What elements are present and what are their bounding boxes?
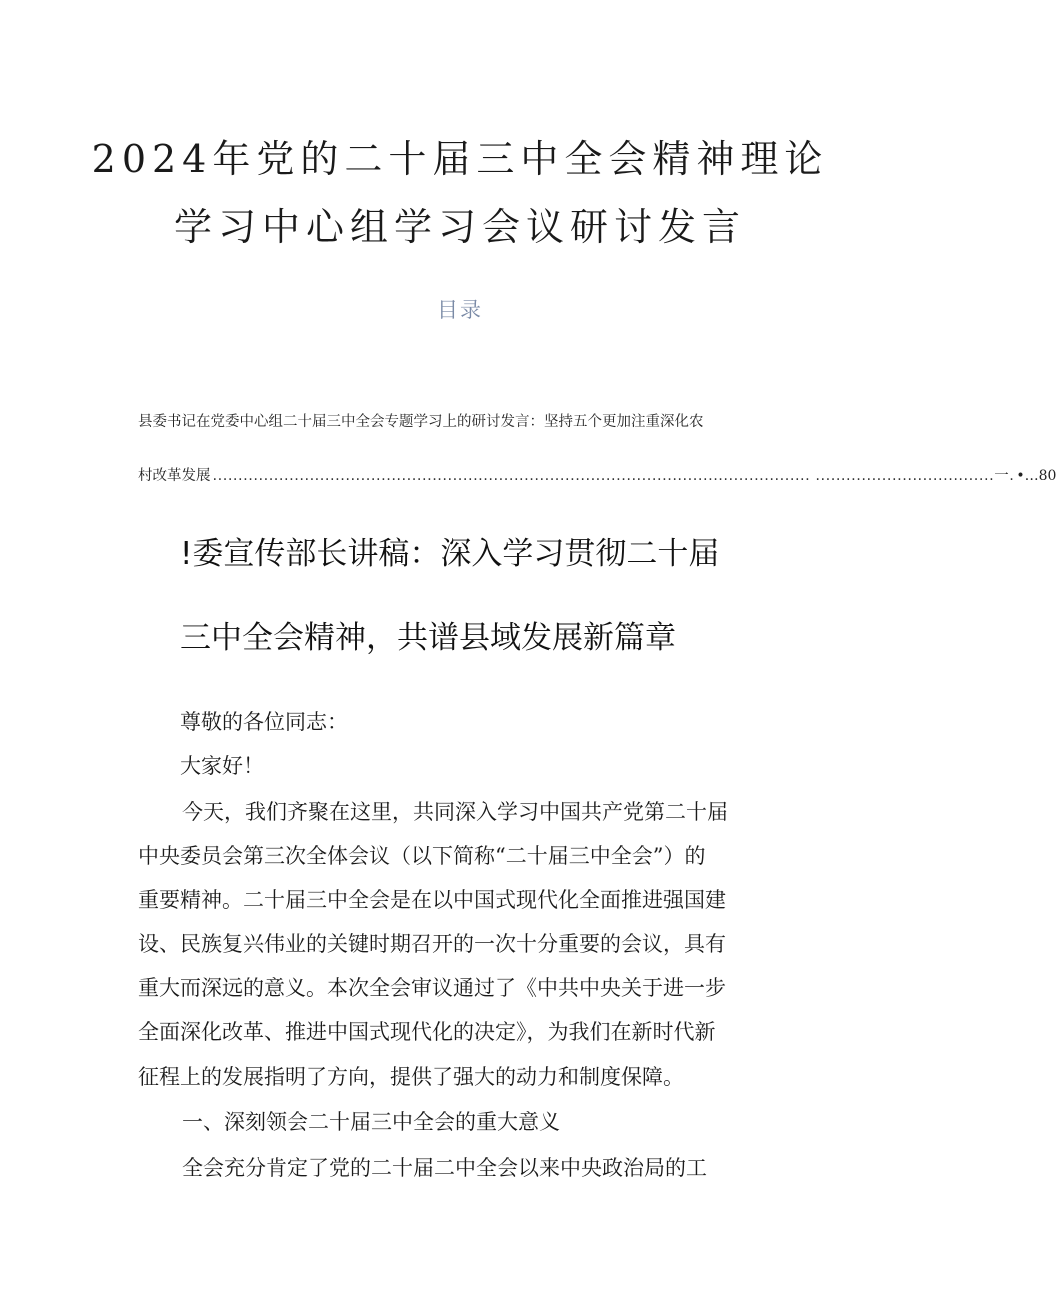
toc-entry-line-2[interactable]	[138, 464, 1056, 485]
body-greeting: 大家好！	[180, 754, 264, 778]
body-paragraph-line: 重要精神。二十届三中全会是在以中国式现代化全面推进强国建	[138, 888, 726, 912]
body-salutation: 尊敬的各位同志：	[180, 710, 348, 734]
body-paragraph-line: 重大而深远的意义。本次全会审议通过了《中共中央关于进一步	[138, 976, 726, 1000]
section-title-line-2: 三中全会精神，共谱县域发展新篇章	[180, 620, 676, 656]
document-title-line-2: 学习中心组学习会议研讨发言	[173, 205, 746, 249]
body-paragraph-line: 设、民族复兴伟业的关键时期召开的一次十分重要的会议，具有	[138, 932, 726, 956]
body-paragraph-line: 今天，我们齐聚在这里，共同深入学习中国共产党第二十届	[182, 800, 728, 824]
toc-leader-dots: ..................................................................................................................... ...................................一.	[212, 468, 1015, 484]
document-title-line-1: 2024年党的二十届三中全会精神理论	[91, 137, 829, 181]
body-paragraph-line: 征程上的发展指明了方向，提供了强大的动力和制度保障。	[138, 1065, 684, 1089]
body-paragraph-line: 全面深化改革、推进中国式现代化的决定》，为我们在新时代新	[138, 1020, 716, 1044]
body-paragraph-line: 中央委员会第三次全体会议（以下简称“二十届三中全会”）的	[138, 844, 706, 868]
body-subheading: 一、深刻领会二十届三中全会的重大意义	[182, 1110, 560, 1134]
section-title-line-1: !委宣传部长讲稿：深入学习贯彻二十届	[180, 536, 720, 572]
toc-heading: 目录	[437, 298, 483, 322]
toc-entry-line-1[interactable]: 县委书记在党委中心组二十届三中全会专题学习上的研讨发言：坚持五个更加注重深化农	[138, 414, 704, 430]
body-paragraph-line: 全会充分肯定了党的二十届二中全会以来中央政治局的工	[182, 1156, 707, 1180]
toc-page-number: •…80	[1016, 468, 1056, 484]
toc-entry-text: 村改革发展	[138, 468, 211, 484]
